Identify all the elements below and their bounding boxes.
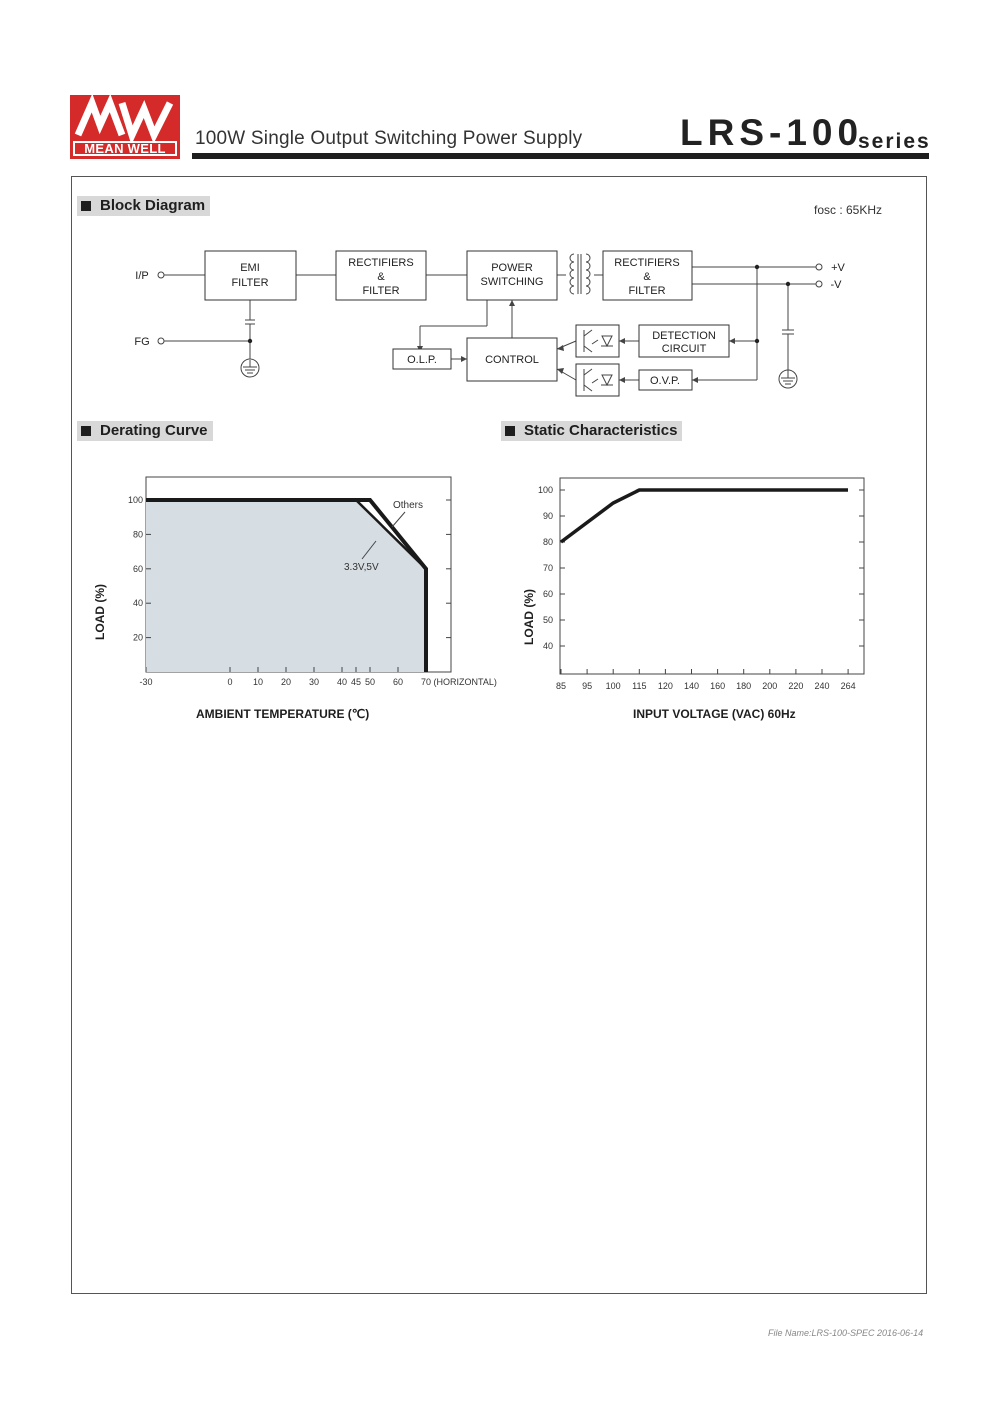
derating-xlabel: AMBIENT TEMPERATURE (℃) (196, 707, 370, 721)
y-tick-label: 80 (132, 529, 143, 540)
y-tick-label: 70 (542, 563, 553, 573)
rect1-line-2: & (377, 271, 385, 283)
x-tick-label: 0 (227, 677, 233, 687)
x-tick-label: 160 (710, 681, 726, 691)
static-ylabel: LOAD (%) (522, 589, 536, 645)
x-tick-label: 10 (252, 677, 264, 687)
fg-terminal-label: FG (134, 336, 150, 348)
x-tick-label: 200 (762, 681, 778, 691)
page-subtitle: 100W Single Output Switching Power Supply (195, 128, 583, 149)
x-tick-label: 60 (392, 677, 404, 687)
others-annotation: Others (393, 500, 424, 511)
static-xlabel: INPUT VOLTAGE (VAC) 60Hz (633, 707, 796, 721)
y-tick-label: 60 (132, 563, 143, 574)
x-tick-label: 180 (736, 681, 752, 691)
x-tick-label: 220 (788, 681, 804, 691)
x-tick-label: 45 (350, 677, 362, 687)
x-tick-label: 115 (632, 681, 647, 691)
emi-line-1: EMI (240, 262, 260, 274)
static-x-ticks (556, 669, 856, 691)
v33-5v-annotation: 3.3V,5V (344, 562, 379, 573)
model-name: LRS-100 (680, 112, 864, 153)
power-line-2: SWITCHING (480, 276, 544, 288)
x-tick-label: 264 (840, 681, 856, 691)
x-tick-label: 120 (657, 681, 673, 691)
rect2-line-2: & (643, 271, 651, 283)
x-tick-label: -30 (139, 677, 153, 687)
x-tick-label: 100 (605, 681, 621, 691)
x-tick-label: 20 (280, 677, 292, 687)
detection-line-2: CIRCUIT (661, 343, 707, 355)
static-load-line (561, 490, 848, 542)
olp-label: O.L.P. (407, 354, 437, 366)
input-terminal-label: I/P (135, 270, 149, 282)
block-diagram-title: Block Diagram (100, 197, 206, 214)
rect2-line-1: RECTIFIERS (614, 257, 680, 269)
fosc-label: fosc : 65KHz (814, 203, 883, 217)
rect1-line-1: RECTIFIERS (348, 257, 414, 269)
derating-ylabel: LOAD (%) (93, 584, 107, 640)
x-tick-label: 70 (HORIZONTAL) (421, 677, 497, 687)
static-y-ticks (538, 485, 864, 651)
y-tick-label: 90 (542, 511, 553, 521)
y-tick-label: 100 (537, 485, 553, 495)
file-name-footer: File Name:LRS-100-SPEC 2016-06-14 (768, 1328, 924, 1338)
ovp-label: O.V.P. (650, 375, 680, 387)
x-tick-label: 85 (555, 681, 567, 691)
y-tick-label: 80 (542, 537, 553, 547)
series-label: series (858, 130, 931, 153)
x-tick-label: 140 (683, 681, 700, 691)
logo-wordmark: MEAN WELL (84, 141, 166, 156)
x-tick-label: 50 (364, 677, 376, 687)
y-tick-label: 40 (542, 641, 553, 651)
static-title: Static Characteristics (524, 422, 678, 439)
x-tick-label: 40 (336, 677, 348, 687)
control-label: CONTROL (485, 354, 539, 366)
x-tick-label: 240 (814, 681, 830, 691)
y-tick-label: 100 (127, 495, 143, 505)
power-line-1: POWER (491, 262, 533, 274)
derating-title: Derating Curve (100, 422, 208, 439)
detection-line-1: DETECTION (652, 330, 716, 342)
emi-line-2: FILTER (231, 277, 269, 289)
rect1-line-3: FILTER (362, 285, 400, 297)
x-tick-label: 95 (582, 681, 593, 691)
y-tick-label: 60 (542, 589, 553, 599)
vminus-terminal-label: -V (830, 279, 842, 291)
vplus-terminal-label: +V (831, 262, 845, 274)
y-tick-label: 50 (542, 615, 553, 625)
x-tick-label: 30 (308, 677, 320, 687)
y-tick-label: 40 (132, 598, 143, 609)
rect2-line-3: FILTER (628, 285, 666, 297)
y-tick-label: 20 (132, 632, 143, 643)
